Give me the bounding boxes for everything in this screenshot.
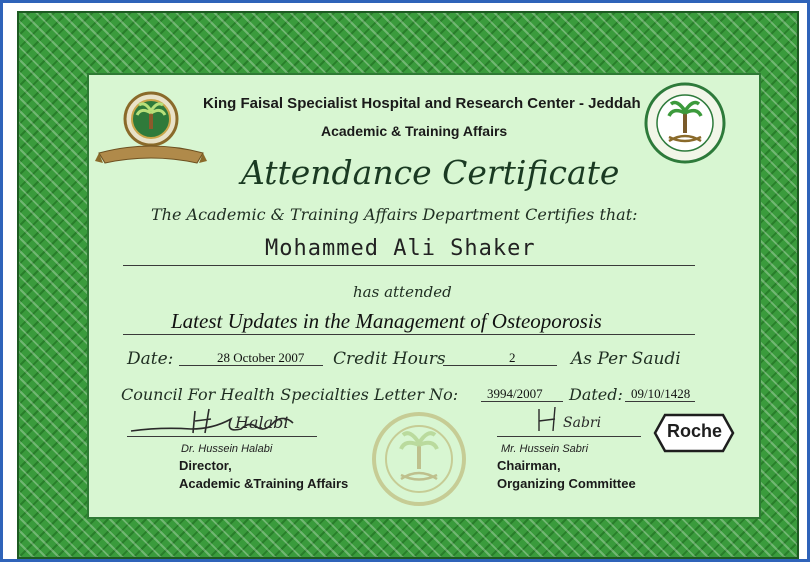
letter-no-value: 3994/2007: [487, 386, 543, 401]
left-emblem-logo: [95, 89, 207, 171]
name-underline: [123, 265, 695, 266]
dated-underline: [625, 401, 695, 402]
dated-value: 09/10/1428: [631, 386, 691, 401]
date-value: 28 October 2007: [217, 350, 305, 365]
certifies-statement: The Academic & Training Affairs Department Certifies that:: [151, 205, 638, 224]
letter-no-underline: [481, 401, 563, 402]
attended-text: has attended: [353, 283, 452, 301]
signature-sabri: [533, 403, 623, 437]
right-emblem-logo: [643, 81, 727, 165]
council-text: Council For Health Specialties Letter No:: [121, 385, 459, 404]
left-signatory-department: Academic &Training Affairs: [179, 476, 349, 491]
date-label: Date:: [127, 349, 174, 369]
institution-heading: King Faisal Specialist Hospital and Research Center - Jeddah: [203, 95, 641, 112]
watermark-seal: [371, 411, 467, 507]
left-signatory-name: Dr. Hussein Halabi: [181, 443, 273, 455]
signature-line-right: [497, 436, 641, 437]
dated-label: Dated:: [569, 385, 623, 404]
right-signatory-name: Mr. Hussein Sabri: [501, 443, 589, 455]
credit-hours-underline: [443, 365, 557, 366]
course-title: Latest Updates in the Management of Osteoporosis: [171, 309, 602, 333]
credit-hours-label: Credit Hours: [333, 349, 446, 369]
right-signatory-committee: Organizing Committee: [497, 476, 636, 491]
as-per-text: As Per Saudi: [571, 349, 681, 369]
left-signatory-title: Director,: [179, 458, 232, 473]
credit-hours-value: 2: [509, 350, 516, 365]
certificate-title: Attendance Certificate: [241, 153, 620, 192]
roche-wordmark: Roche: [667, 421, 723, 441]
svg-text:Halabi: Halabi: [235, 413, 289, 432]
recipient-name: Mohammed Ali Shaker: [265, 236, 536, 261]
department-heading: Academic & Training Affairs: [321, 123, 508, 139]
signature-line-left: [127, 436, 317, 437]
right-signatory-title: Chairman,: [497, 458, 561, 473]
date-underline: [179, 365, 323, 366]
course-underline: [123, 334, 695, 335]
svg-text:Sabri: Sabri: [563, 415, 602, 431]
